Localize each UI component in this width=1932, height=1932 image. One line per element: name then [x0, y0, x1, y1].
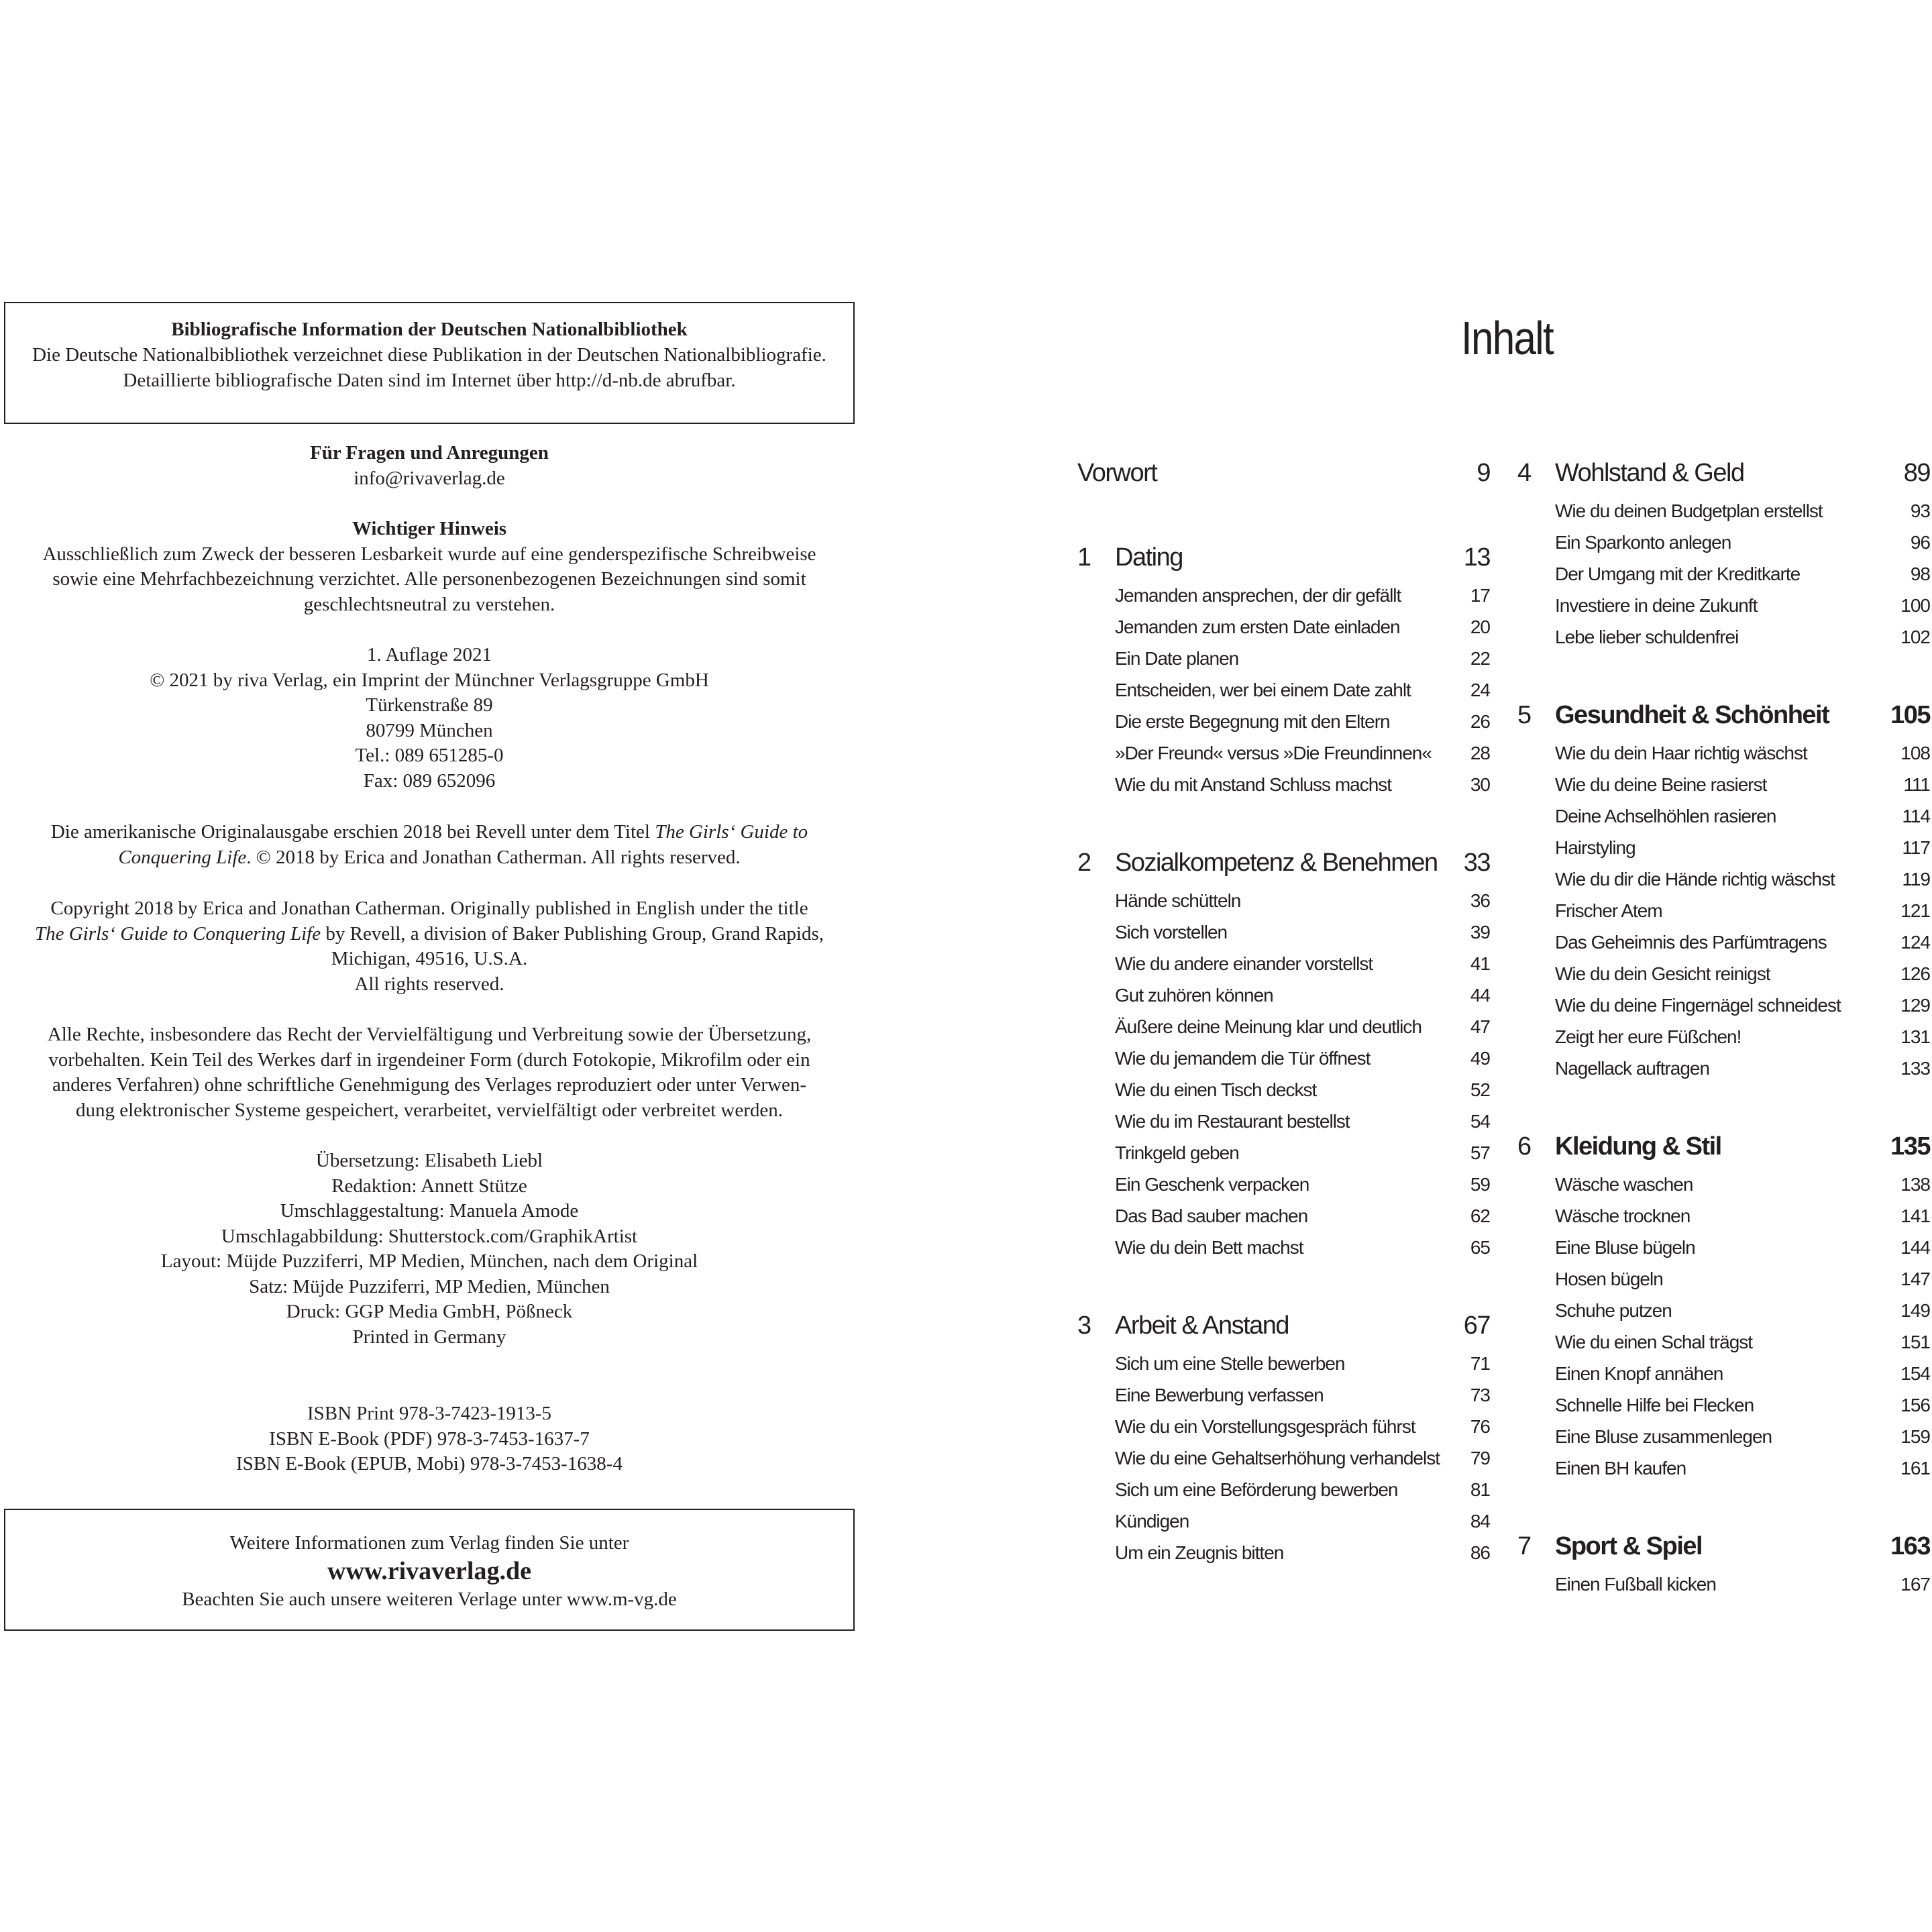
entry-page: 17 — [1470, 585, 1490, 606]
entry-title: Schuhe putzen — [1555, 1300, 1672, 1321]
toc-entry[interactable] — [1517, 895, 1930, 926]
chapter-page: 135 — [1890, 1132, 1930, 1161]
toc-entry[interactable] — [1517, 926, 1930, 958]
original-title: The Girls‘ Guide to — [655, 821, 808, 843]
chapter-number: 1 — [1077, 543, 1091, 572]
toc-entry[interactable] — [1517, 527, 1930, 558]
street: Türkenstraße 89 — [366, 694, 493, 716]
english-copyright-block — [4, 896, 855, 997]
toc-chapter-6 — [1517, 1124, 1930, 1484]
toc-chapter-4 — [1517, 451, 1930, 653]
entry-title: Wie du einen Schal trägst — [1555, 1332, 1753, 1352]
entry-page: 114 — [1902, 806, 1930, 826]
publisher-website-link[interactable]: www.rivaverlag.de — [327, 1557, 531, 1585]
entry-title: Jemanden zum ersten Date einladen — [1115, 616, 1400, 637]
toc-entry[interactable] — [1077, 948, 1490, 979]
entry-page: 138 — [1900, 1174, 1930, 1195]
toc-entry[interactable] — [1517, 1421, 1930, 1452]
credit-line: Redaktion: Annett Stütze — [331, 1175, 527, 1197]
entry-title: Wie du eine Gehaltserhöhung verhandelst — [1115, 1448, 1440, 1468]
entry-title: Wie du einen Tisch deckst — [1115, 1079, 1317, 1100]
entry-title: Sich vorstellen — [1115, 922, 1228, 943]
entry-title: Eine Bewerbung verfassen — [1115, 1385, 1324, 1405]
toc-entry[interactable] — [1077, 1106, 1490, 1137]
entry-page: 119 — [1902, 869, 1930, 890]
rights-line: vorbehalten. Kein Teil des Werkes darf in irgendeiner Form (durch Fotokopie, Mikrofilm oder ein — [48, 1049, 810, 1071]
toc-entry[interactable] — [1077, 885, 1490, 916]
toc-entry[interactable] — [1077, 1442, 1490, 1474]
entry-title: Hairstyling — [1555, 837, 1635, 858]
entry-title: Wie du im Restaurant bestellst — [1115, 1111, 1350, 1132]
entry-title: Sich um eine Beförderung bewerben — [1115, 1479, 1398, 1500]
entry-page: 131 — [1900, 1026, 1930, 1047]
entry-title: Wie du dein Gesicht reinigst — [1555, 963, 1770, 984]
entry-page: 39 — [1470, 922, 1490, 943]
contact-heading: Für Fragen und Anregungen — [310, 442, 549, 464]
entry-page: 52 — [1470, 1079, 1490, 1100]
credit-line: Satz: Müjde Puzziferri, MP Medien, München — [249, 1275, 610, 1297]
entry-page: 161 — [1900, 1458, 1930, 1479]
original-edition-block — [4, 820, 855, 870]
entry-page: 96 — [1910, 532, 1930, 553]
toc-entry[interactable] — [1517, 1389, 1930, 1421]
entry-page: 24 — [1470, 680, 1490, 700]
toc-entry[interactable] — [1517, 1358, 1930, 1389]
notice-heading: Wichtiger Hinweis — [352, 518, 507, 539]
entry-title: Wie du jemandem die Tür öffnest — [1115, 1048, 1371, 1069]
entry-page: 65 — [1470, 1237, 1490, 1258]
english-copyright-line: Michigan, 49516, U.S.A. — [331, 948, 528, 969]
toc-vorwort — [1077, 451, 1490, 495]
toc-entry[interactable] — [1077, 611, 1490, 643]
entry-page: 44 — [1470, 985, 1490, 1006]
chapter-page: 9 — [1477, 459, 1490, 487]
entry-title: Deine Achselhöhlen rasieren — [1555, 806, 1776, 826]
entry-title: Das Bad sauber machen — [1115, 1205, 1308, 1226]
original-line: Die amerikanische Originalausgabe erschien 2018 bei Revell unter dem Titel The Girls‘ Guide to — [50, 821, 808, 843]
entry-title: Schnelle Hilfe bei Flecken — [1555, 1395, 1754, 1415]
entry-title: Sich um eine Stelle bewerben — [1115, 1353, 1345, 1374]
toc-entry[interactable] — [1077, 580, 1490, 611]
entry-title: Hände schütteln — [1115, 890, 1241, 911]
entry-title: Der Umgang mit der Kreditkarte — [1555, 564, 1801, 584]
toc-entry[interactable] — [1517, 737, 1930, 769]
info-line: Beachten Sie auch unsere weiteren Verlage unter www.m-vg.de — [182, 1589, 677, 1610]
bibliographic-info-box — [4, 302, 855, 424]
chapter-number: 7 — [1517, 1532, 1531, 1560]
toc-entry[interactable] — [1517, 1568, 1930, 1600]
entry-title: Wie du dir die Hände richtig wäschst — [1555, 869, 1835, 890]
entry-title: Wie du mit Anstand Schluss machst — [1115, 774, 1392, 795]
chapter-title: Wohlstand & Geld — [1555, 459, 1744, 487]
biblio-line: Detaillierte bibliografische Daten sind im Internet über http://d-nb.de abrufbar. — [123, 370, 736, 391]
entry-title: Wie du deine Fingernägel schneidest — [1555, 995, 1841, 1016]
entry-page: 20 — [1470, 616, 1490, 637]
notice-line: sowie eine Mehrfachbezeichnung verzichtet. Alle personenbezogenen Bezeichnungen sind somit — [52, 568, 806, 590]
entry-title: Trinkgeld geben — [1115, 1142, 1239, 1163]
isbn-line: ISBN E-Book (PDF) 978-3-7453-1637-7 — [269, 1428, 590, 1450]
chapter-page: 33 — [1463, 849, 1490, 877]
entry-page: 49 — [1470, 1048, 1490, 1069]
entry-page: 108 — [1900, 743, 1930, 763]
rights-line: dung elektronischer Systeme gespeichert, verarbeitet, vervielfältigt oder verbreitet werden. — [75, 1099, 784, 1121]
entry-page: 121 — [1900, 900, 1930, 921]
toc-entry[interactable] — [1077, 1505, 1490, 1537]
entry-page: 36 — [1470, 890, 1490, 911]
toc-entry[interactable] — [1517, 958, 1930, 989]
edition: 1. Auflage 2021 — [366, 644, 492, 665]
chapter-title: Vorwort — [1077, 459, 1157, 487]
entry-title: Nagellack auftragen — [1555, 1058, 1710, 1079]
entry-page: 84 — [1470, 1511, 1490, 1532]
original-title: The Girls‘ Guide to Conquering Life — [34, 922, 321, 945]
entry-title: Ein Sparkonto anlegen — [1555, 532, 1731, 553]
toc-chapter[interactable] — [1517, 1124, 1930, 1169]
entry-title: Wie du andere einander vorstellst — [1115, 953, 1373, 974]
entry-title: Das Geheimnis des Parfümtragens — [1555, 932, 1827, 953]
english-copyright-line: Copyright 2018 by Erica and Jonathan Catherman. Originally published in English under the title — [50, 898, 808, 919]
original-line: Conquering Life. © 2018 by Erica and Jonathan Catherman. All rights reserved. — [118, 846, 741, 868]
entry-title: Hosen bügeln — [1555, 1269, 1663, 1289]
phone: Tel.: 089 651285-0 — [355, 745, 504, 766]
chapter-page: 13 — [1463, 543, 1490, 572]
entry-page: 159 — [1900, 1426, 1930, 1447]
chapter-title: Dating — [1115, 543, 1183, 572]
toc-entry[interactable] — [1517, 1263, 1930, 1295]
entry-title: Investiere in deine Zukunft — [1555, 595, 1758, 616]
entry-page: 102 — [1900, 627, 1930, 647]
toc-entry[interactable] — [1517, 1326, 1930, 1358]
credit-line: Layout: Müjde Puzziferri, MP Medien, München, nach dem Original — [160, 1250, 698, 1272]
entry-page: 154 — [1900, 1363, 1930, 1384]
toc-entry[interactable] — [1077, 769, 1490, 800]
toc-chapter[interactable] — [1077, 841, 1490, 885]
toc-entry[interactable] — [1077, 1348, 1490, 1379]
entry-page: 126 — [1900, 963, 1930, 984]
entry-title: Lebe lieber schuldenfrei — [1555, 627, 1739, 647]
credits-block — [4, 1148, 855, 1350]
biblio-heading: Bibliografische Information der Deutschen Nationalbibliothek — [171, 319, 688, 340]
entry-title: Einen Fußball kicken — [1555, 1574, 1716, 1595]
toc-entry[interactable] — [1077, 737, 1490, 769]
chapter-title: Sozialkompetenz & Benehmen — [1115, 849, 1438, 877]
chapter-title: Kleidung & Stil — [1555, 1132, 1721, 1161]
entry-page: 73 — [1470, 1385, 1490, 1405]
toc-entry[interactable] — [1517, 1295, 1930, 1326]
toc-chapter[interactable] — [1517, 451, 1930, 495]
toc-entry[interactable] — [1077, 1379, 1490, 1411]
rights-line: anderes Verfahren) ohne schriftliche Genehmigung des Verlages reproduziert oder unter Verwen- — [52, 1074, 807, 1095]
toc-entry[interactable] — [1077, 1232, 1490, 1263]
entry-title: Wie du dein Bett machst — [1115, 1237, 1303, 1258]
entry-page: 133 — [1900, 1058, 1930, 1079]
isbn-line: ISBN E-Book (EPUB, Mobi) 978-3-7453-1638-4 — [236, 1453, 623, 1474]
entry-title: Eine Bluse bügeln — [1555, 1237, 1695, 1258]
entry-page: 79 — [1470, 1448, 1490, 1468]
toc-entry[interactable] — [1077, 1074, 1490, 1106]
toc-entry[interactable] — [1077, 979, 1490, 1011]
toc-entry[interactable] — [1077, 1137, 1490, 1169]
toc-chapter-5 — [1517, 693, 1930, 1084]
fax: Fax: 089 652096 — [363, 769, 496, 792]
entry-title: Ein Date planen — [1115, 648, 1239, 669]
entry-page: 141 — [1900, 1205, 1930, 1226]
rights-line: Alle Rechte, insbesondere das Recht der Vervielfältigung und Verbreitung sowie der Übersetzung, — [47, 1024, 812, 1045]
toc-entry[interactable] — [1517, 495, 1930, 527]
entry-title: Wäsche trocknen — [1555, 1205, 1690, 1226]
toc-entry[interactable] — [1517, 1200, 1930, 1232]
isbn-block — [4, 1401, 855, 1477]
toc-chapter-2 — [1077, 841, 1490, 1263]
toc-title: Inhalt — [1461, 312, 1553, 364]
toc-entry[interactable] — [1517, 590, 1930, 621]
english-copyright-line: All rights reserved. — [354, 973, 504, 995]
entry-title: Ein Geschenk verpacken — [1115, 1174, 1309, 1195]
entry-page: 62 — [1470, 1205, 1490, 1226]
toc-entry[interactable] — [1517, 1053, 1930, 1084]
entry-page: 117 — [1902, 837, 1930, 858]
contact-block — [4, 441, 855, 491]
entry-page: 100 — [1900, 595, 1930, 616]
entry-page: 59 — [1470, 1174, 1490, 1195]
entry-title: Frischer Atem — [1555, 900, 1662, 921]
toc-entry[interactable] — [1077, 674, 1490, 706]
toc-entry[interactable] — [1517, 769, 1930, 800]
entry-title: Wäsche waschen — [1555, 1174, 1693, 1195]
chapter-number: 6 — [1517, 1132, 1531, 1161]
entry-page: 81 — [1470, 1479, 1490, 1500]
chapter-title: Arbeit & Anstand — [1115, 1311, 1289, 1340]
entry-page: 86 — [1470, 1542, 1490, 1563]
toc-entry[interactable] — [1517, 1169, 1930, 1200]
entry-title: Wie du deinen Budgetplan erstellst — [1555, 500, 1823, 521]
isbn-line: ISBN Print 978-3-7423-1913-5 — [307, 1403, 552, 1424]
entry-title: Einen BH kaufen — [1555, 1458, 1686, 1479]
chapter-number: 2 — [1077, 849, 1091, 877]
toc-entry[interactable] — [1517, 832, 1930, 863]
toc-entry[interactable] — [1077, 1011, 1490, 1042]
toc-chapter[interactable] — [1077, 451, 1490, 495]
entry-page: 124 — [1900, 932, 1930, 953]
toc-chapter[interactable] — [1077, 1303, 1490, 1348]
toc-entry[interactable] — [1077, 643, 1490, 674]
toc-entry[interactable] — [1077, 916, 1490, 948]
entry-page: 57 — [1470, 1142, 1490, 1163]
entry-page: 30 — [1470, 774, 1490, 795]
chapter-title: Sport & Spiel — [1555, 1532, 1703, 1560]
entry-page: 28 — [1470, 743, 1490, 763]
credit-line: Umschlaggestaltung: Manuela Amode — [280, 1200, 579, 1222]
entry-title: Zeigt her eure Füßchen! — [1555, 1026, 1741, 1047]
toc-entry[interactable] — [1077, 706, 1490, 737]
entry-title: Wie du dein Haar richtig wäschst — [1555, 743, 1807, 763]
notice-line: Ausschließlich zum Zweck der besseren Lesbarkeit wurde auf eine genderspezifische Schreibweise — [42, 543, 816, 565]
credit-line: Druck: GGP Media GmbH, Pößneck — [286, 1301, 573, 1322]
toc-chapter[interactable] — [1517, 1524, 1930, 1568]
toc-column-left — [1077, 451, 1490, 1609]
toc-entry[interactable] — [1517, 558, 1930, 590]
toc-entry[interactable] — [1517, 621, 1930, 653]
entry-page: 22 — [1470, 648, 1490, 669]
chapter-page: 163 — [1890, 1532, 1930, 1560]
notice-block — [4, 517, 855, 617]
city: 80799 München — [366, 719, 493, 741]
publisher-info-box — [4, 1509, 855, 1631]
toc-entry[interactable] — [1517, 800, 1930, 832]
publisher-block — [4, 643, 855, 794]
toc-column-right — [1517, 451, 1930, 1640]
toc-entry[interactable] — [1077, 1474, 1490, 1505]
toc-chapter-3 — [1077, 1303, 1490, 1568]
entry-title: Entscheiden, wer bei einem Date zahlt — [1115, 680, 1411, 700]
toc-entry[interactable] — [1077, 1200, 1490, 1232]
entry-page: 167 — [1900, 1574, 1930, 1595]
entry-title: Die erste Begegnung mit den Eltern — [1115, 711, 1390, 732]
entry-title: »Der Freund« versus »Die Freundinnen« — [1115, 743, 1432, 763]
chapter-number: 5 — [1517, 701, 1531, 729]
entry-page: 151 — [1900, 1332, 1930, 1352]
entry-page: 147 — [1900, 1269, 1930, 1289]
entry-page: 144 — [1900, 1237, 1930, 1258]
chapter-page: 67 — [1463, 1311, 1490, 1340]
chapter-number: 4 — [1517, 459, 1531, 487]
toc-chapter[interactable] — [1517, 693, 1930, 737]
entry-page: 93 — [1910, 500, 1930, 521]
info-line: Weitere Informationen zum Verlag finden Sie unter — [229, 1532, 629, 1554]
toc-chapter[interactable] — [1077, 535, 1490, 580]
notice-line: geschlechtsneutral zu verstehen. — [303, 593, 555, 615]
entry-title: Eine Bluse zusammenlegen — [1555, 1426, 1772, 1447]
entry-page: 76 — [1470, 1416, 1490, 1437]
chapter-title: Gesundheit & Schönheit — [1555, 701, 1829, 729]
entry-page: 111 — [1903, 774, 1930, 795]
entry-title: Um ein Zeugnis bitten — [1115, 1542, 1284, 1563]
entry-page: 149 — [1900, 1300, 1930, 1321]
chapter-page: 89 — [1903, 459, 1930, 487]
entry-page: 47 — [1470, 1016, 1490, 1037]
english-copyright-line: The Girls‘ Guide to Conquering Life by Revell, a division of Baker Publishing Group, Grand Rapids, — [34, 922, 824, 945]
entry-title: Wie du deine Beine rasierst — [1555, 774, 1767, 795]
toc-entry[interactable] — [1517, 863, 1930, 895]
biblio-line: Die Deutsche Nationalbibliothek verzeichnet diese Publikation in der Deutschen Nationalbibliografie. — [32, 344, 826, 366]
toc-entry[interactable] — [1517, 989, 1930, 1021]
toc-chapter-1 — [1077, 535, 1490, 800]
entry-page: 98 — [1910, 564, 1930, 584]
entry-page: 26 — [1470, 711, 1490, 732]
entry-page: 129 — [1900, 995, 1930, 1016]
entry-title: Wie du ein Vorstellungsgespräch führst — [1115, 1416, 1415, 1437]
credit-line: Übersetzung: Elisabeth Liebl — [315, 1150, 543, 1171]
original-title: Conquering Life — [118, 846, 247, 868]
toc-entry[interactable] — [1517, 1232, 1930, 1263]
copyright-line: © 2021 by riva Verlag, ein Imprint der Münchner Verlagsgruppe GmbH — [150, 669, 709, 691]
contact-email: info@rivaverlag.de — [354, 467, 505, 489]
toc-entry[interactable] — [1077, 1169, 1490, 1200]
rights-block — [4, 1022, 855, 1123]
chapter-page: 105 — [1890, 701, 1930, 729]
entry-title: Kündigen — [1115, 1511, 1189, 1532]
toc-entry[interactable] — [1517, 1452, 1930, 1484]
toc-entry[interactable] — [1077, 1537, 1490, 1568]
credit-line: Umschlagabbildung: Shutterstock.com/GraphikArtist — [221, 1225, 638, 1247]
chapter-number: 3 — [1077, 1311, 1091, 1340]
entry-page: 71 — [1470, 1353, 1490, 1374]
toc-entry[interactable] — [1517, 1021, 1930, 1053]
entry-page: 156 — [1900, 1395, 1930, 1415]
toc-entry[interactable] — [1077, 1042, 1490, 1074]
toc-entry[interactable] — [1077, 1411, 1490, 1442]
entry-title: Äußere deine Meinung klar und deutlich — [1115, 1016, 1421, 1037]
entry-title: Einen Knopf annähen — [1555, 1363, 1723, 1384]
entry-title: Jemanden ansprechen, der dir gefällt — [1115, 585, 1401, 606]
toc-chapter-7 — [1517, 1524, 1930, 1600]
credit-line: Printed in Germany — [352, 1326, 506, 1348]
entry-title: Gut zuhören können — [1115, 985, 1273, 1006]
entry-page: 54 — [1470, 1111, 1490, 1132]
entry-page: 41 — [1470, 953, 1490, 974]
